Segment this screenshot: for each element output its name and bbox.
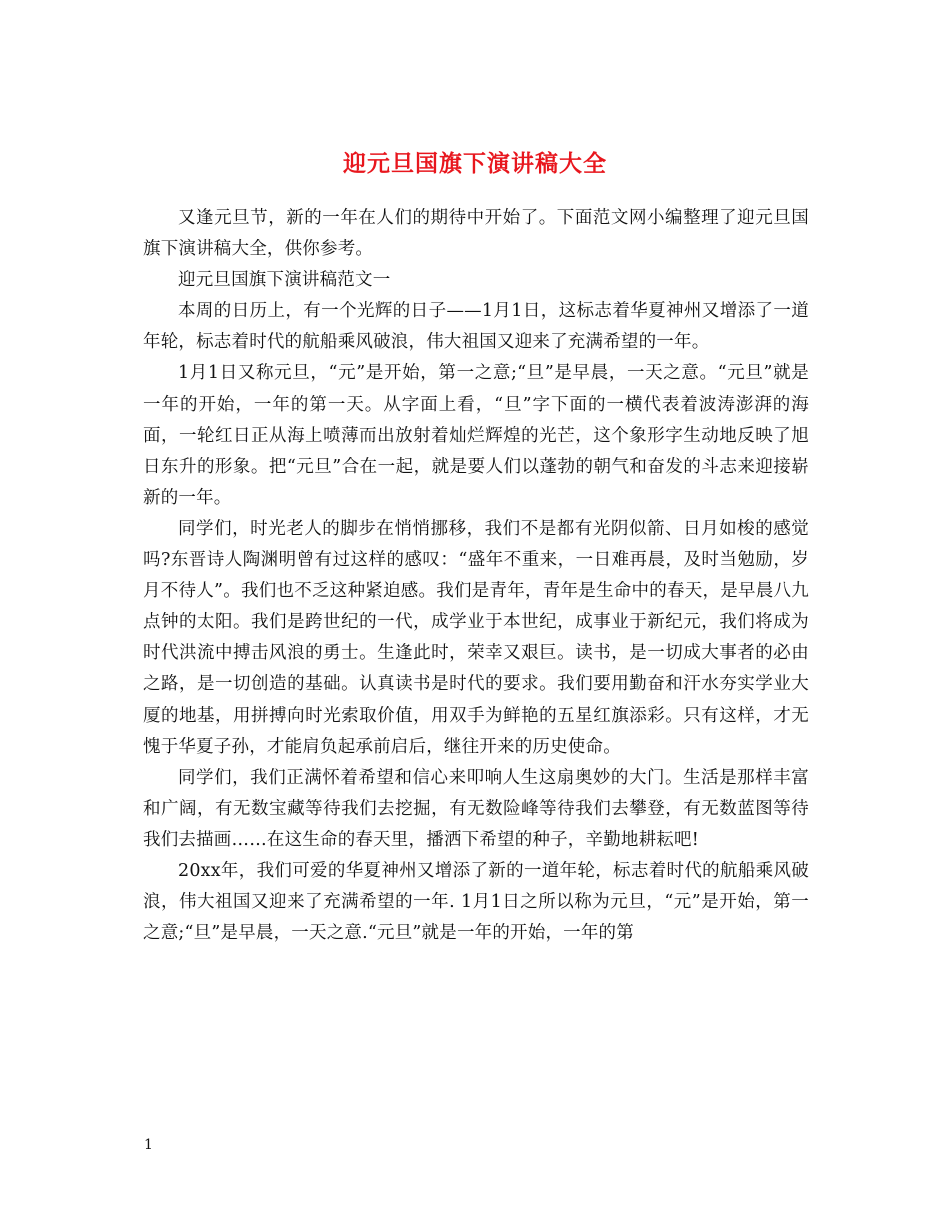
page-number: 1 (144, 1137, 153, 1153)
body-paragraph: 1月1日又称元旦，“元”是开始，第一之意;“旦”是早晨，一天之意。“元旦”就是一年的开始，一年的第一天。从字面上看，“旦”字下面的一横代表着波涛澎湃的海面，一轮红日正从海上喷薄而出放射着灿烂辉煌的光芒，这个象形字生动地反映了旭日东升的形象。把“元旦”合在一起，就是要人们以蓬勃的朝气和奋发的斗志来迎接崭新的一年。 (143, 363, 809, 508)
intro-paragraph: 又逢元旦节，新的一年在人们的期待中开始了。下面范文网小编整理了迎元旦国旗下演讲稿大全，供你参考。 (143, 208, 809, 260)
body-paragraph: 同学们，我们正满怀着希望和信心来叩响人生这扇奥妙的大门。生活是那样丰富和广阔，有无数宝藏等待我们去挖掘，有无数险峰等待我们去攀登，有无数蓝图等待我们去描画……在这生命的春天里，播洒下希望的种子，辛勤地耕耘吧! (143, 767, 809, 850)
body-paragraph: 20xx年，我们可爱的华夏神州又增添了新的一道年轮，标志着时代的航船乘风破浪，伟大祖国又迎来了充满希望的一年. 1月1日之所以称为元旦，“元”是开始，第一之意;“旦”是早晨，一天之意.“元旦”就是一年的开始，一年的第 (143, 860, 809, 944)
document-body (143, 203, 809, 949)
body-paragraph: 同学们，时光老人的脚步在悄悄挪移，我们不是都有光阴似箭、日月如梭的感觉吗?东晋诗人陶渊明曾有过这样的感叹：“盛年不重来，一日难再晨，及时当勉励，岁月不待人”。我们也不乏这种紧迫感。我们是青年，青年是生命中的春天，是早晨八九点钟的太阳。我们是跨世纪的一代，成学业于本世纪，成事业于新纪元，我们将成为时代洪流中搏击风浪的勇士。生逢此时，荣幸又艰巨。读书，是一切成大事者的必由之路，是一切创造的基础。认真读书是时代的要求。我们要用勤奋和汗水夯实学业大厦的地基，用拼搏向时光索取价值，用双手为鲜艳的五星红旗添彩。只有这样，才无愧于华夏子孙，才能肩负起承前启后，继往开来的历史使命。 (143, 518, 809, 757)
body-paragraph: 本周的日历上，有一个光辉的日子——1月1日，这标志着华夏神州又增添了一道年轮，标志着时代的航船乘风破浪，伟大祖国又迎来了充满希望的一年。 (143, 301, 809, 353)
section-heading: 迎元旦国旗下演讲稿范文一 (178, 270, 391, 291)
document-title: 迎元旦国旗下演讲稿大全 (343, 150, 607, 178)
